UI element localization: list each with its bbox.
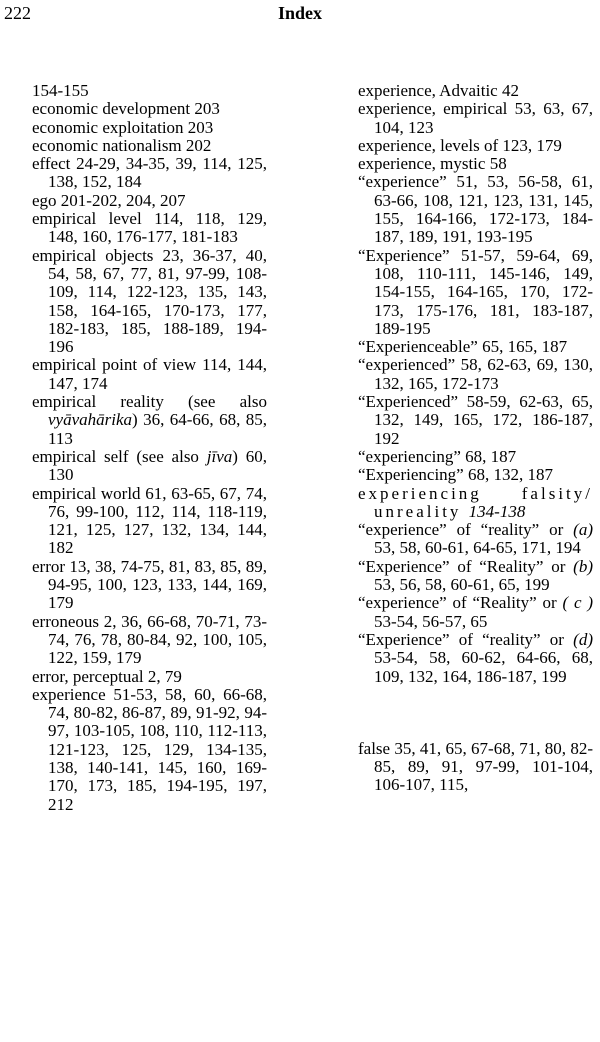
index-entry-italic: (b) xyxy=(573,556,593,576)
index-entry: ego 201-202, 204, 207 xyxy=(32,190,186,210)
index-entry-text: “Experience” of “Reality” or xyxy=(358,556,574,576)
index-entry: “experienced” 58, 62-63, 69, 130, 132, 165, 172-173 xyxy=(358,355,593,393)
index-entry: empirical level 114, 118, 129, 148, 160, 176-177, 181-183 xyxy=(32,209,267,247)
index-entry-text: 53, 56, 58, 60-61, 65, 199 xyxy=(374,575,550,595)
index-entry: “Experiencing” 68, 132, 187 xyxy=(358,465,553,485)
index-column-right xyxy=(358,82,593,795)
index-entry-text: “Experience” of “reality” or xyxy=(358,629,574,649)
running-head: Index xyxy=(277,3,322,23)
index-entry-text: ) 60, 130 xyxy=(48,446,267,485)
index-entry-italic: jīva xyxy=(206,446,233,466)
index-entry-italic: vyāvahārika xyxy=(48,410,133,430)
index-entry-text: 53, 58, 60-61, 64-65, 171, 194 xyxy=(374,538,581,558)
index-entry: economic exploitation 203 xyxy=(32,117,214,137)
index-entry: economic nationalism 202 xyxy=(32,135,212,155)
index-entry xyxy=(32,393,267,448)
index-entry: experience, mystic 58 xyxy=(358,154,507,174)
index-entry: “Experienced” 58-59, 62-63, 65, 132, 149, 165, 172, 186-187, 192 xyxy=(358,392,593,448)
index-entry xyxy=(358,594,593,631)
index-entry-text: “experience” of “reality” or xyxy=(358,520,574,540)
index-entry: erroneous 2, 36, 66-68, 70-71, 73-74, 76, 78, 80-84, 92, 100, 105, 122, 159, 179 xyxy=(32,611,267,668)
index-entry: experience, levels of 123, 179 xyxy=(358,135,562,155)
index-column-left xyxy=(32,82,267,814)
index-entry xyxy=(358,485,593,522)
page-number: 222 xyxy=(4,3,31,23)
index-entry: error, perceptual 2, 79 xyxy=(32,666,182,686)
index-entry-italic: 134-138 xyxy=(468,501,526,521)
index-entry: “experience” 51, 53, 56-58, 61, 63-66, 108, 121, 123, 131, 145, 155, 164-166, 172-173, 184-187, 189, 191, 193-195 xyxy=(358,172,593,247)
index-entry-text: 53-54, 56-57, 65 xyxy=(374,611,488,631)
index-entry: effect 24-29, 34-35, 39, 114, 125, 138, 152, 184 xyxy=(32,154,267,192)
index-entry-italic: (a) xyxy=(573,520,593,540)
index-entry: “experiencing” 68, 187 xyxy=(358,446,517,466)
index-entry: “Experienceable” 65, 165, 187 xyxy=(358,337,568,357)
index-entry-italic: (d) xyxy=(573,629,593,649)
index-entry: experience, empirical 53, 63, 67, 104, 123 xyxy=(358,99,593,137)
index-entry-italic: ( c ) xyxy=(562,593,594,613)
index-entry xyxy=(32,448,267,485)
index-entry xyxy=(358,631,593,686)
index-entry xyxy=(358,521,593,558)
index-entry-text: empirical reality (see also xyxy=(32,392,267,412)
index-entry: “Experience” 51-57, 59-64, 69, 108, 110-111, 145-146, 149, 154-155, 164-165, 170, 172-173, 175-176, 181, 183-187, 189-195 xyxy=(358,245,593,338)
index-entry-text: empirical self (see also xyxy=(32,446,207,466)
index-entry-text: ) 36, 64-66, 68, 85, 113 xyxy=(48,410,267,448)
index-entry-text: 53-54, 58, 60-62, 64-66, 68, 109, 132, 164, 186-187, 199 xyxy=(374,648,593,686)
index-entry: empirical point of view 114, 144, 147, 174 xyxy=(32,355,267,393)
index-entry: error 13, 38, 74-75, 81, 83, 85, 89, 94-95, 100, 123, 133, 144, 169, 179 xyxy=(32,556,267,613)
index-entry: economic development 203 xyxy=(32,99,220,119)
index-entry: experience, Advaitic 42 xyxy=(358,81,519,100)
index-entry: empirical world 61, 63-65, 67, 74, 76, 99-100, 112, 114, 118-119, 121, 125, 127, 132, 134, 144, 182 xyxy=(32,483,267,558)
index-spacer xyxy=(358,686,593,740)
index-entry: 154-155 xyxy=(32,81,89,100)
index-entry: false 35, 41, 65, 67-68, 71, 80, 82-85, 89, 91, 97-99, 101-104, 106-107, 115, xyxy=(358,738,593,795)
index-entry-text: “experience” of “Reality” or xyxy=(358,593,563,613)
index-entry-text: experiencing falsity/ unreality xyxy=(358,483,593,521)
index-entry xyxy=(358,558,593,595)
index-entry: experience 51-53, 58, 60, 66-68, 74, 80-82, 86-87, 89, 91-92, 94-97, 103-105, 108, 110, 112-113, 121-123, 125, 129, 134-135, 138, 140-141, 145, 160, 169-170, 173, 185, 194-195, 197, 212 xyxy=(32,684,267,814)
index-entry: empirical objects 23, 36-37, 40, 54, 58, 67, 77, 81, 97-99, 108-109, 114, 122-123, 135, 143, 158, 164-165, 170-173, 177, 182-183, 185, 188-189, 194-196 xyxy=(32,245,267,357)
